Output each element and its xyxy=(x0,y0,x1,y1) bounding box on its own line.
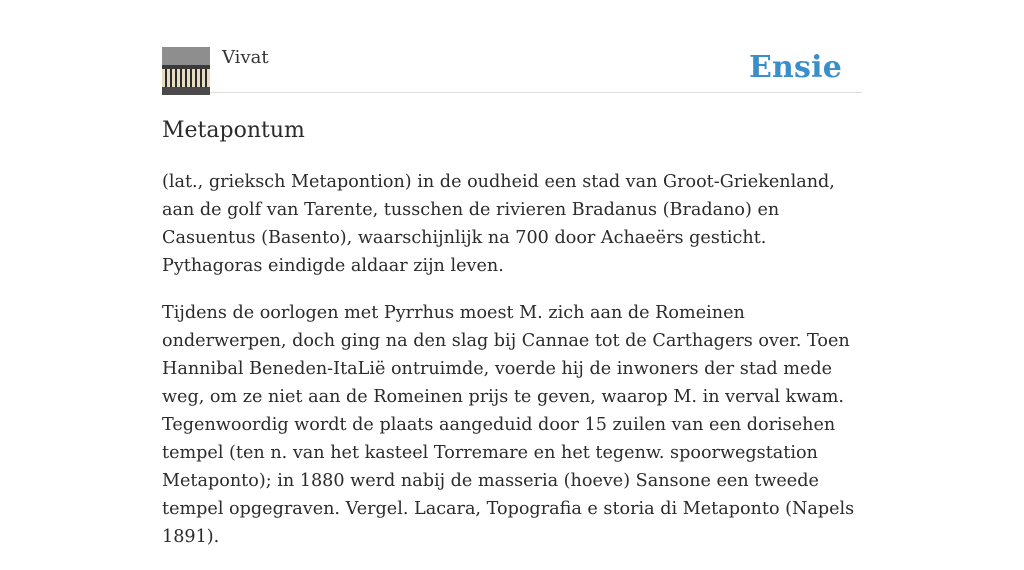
avatar-image-icon xyxy=(162,47,210,95)
author-name[interactable]: Vivat xyxy=(222,47,269,68)
header xyxy=(162,46,862,93)
page xyxy=(162,0,862,547)
avatar[interactable] xyxy=(162,47,210,95)
paragraph: Tijdens de oorlogen met Pyrrhus moest M. zich aan de Romeinen onderwerpen, doch ging na den slag bij Cannae tot de Carthagers over. Toen Hannibal Beneden-ItaLië ontruimde, voerde hij de inwoners der stad mede weg, om ze niet aan de Romeinen prijs te geven, waarop M. in verval kwam. Tegenwoordig wordt de plaats aangeduid door 15 zuilen van een dorisehen tempel (ten n. van het kasteel Torremare en het tegenw. spoorwegstation Metaponto); in 1880 werd nabij de masseria (hoeve) Sansone een tweede tempel opgegraven. Vergel. Lacara, Topografia e storia di Metaponto (Napels 1891). xyxy=(162,303,855,547)
paragraph: (lat., grieksch Metapontion) in de oudheid een stad van Groot-Griekenland, aan de golf van Tarente, tusschen de rivieren Bradanus (Bradano) en Casuentus (Basento), waarschijnlijk na 700 door Achaeërs gesticht. Pythagoras eindigde aldaar zijn leven. xyxy=(162,172,835,276)
brand-logo[interactable]: Ensie xyxy=(748,50,842,85)
page-title: Metapontum xyxy=(162,118,305,143)
article-body xyxy=(162,168,862,570)
